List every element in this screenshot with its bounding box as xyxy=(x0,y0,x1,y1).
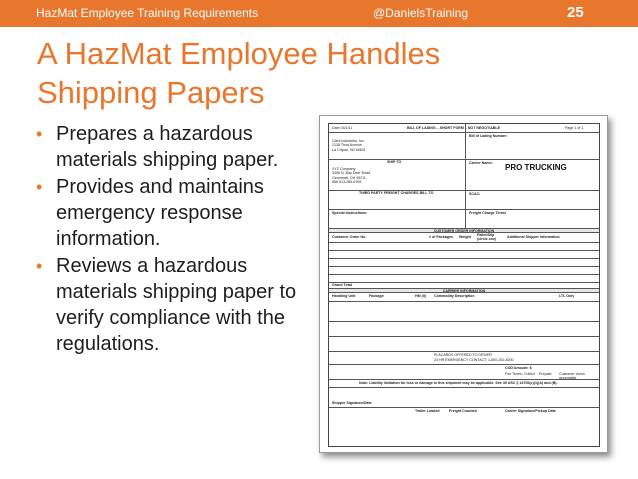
cod-amount: COD Amount: $ xyxy=(505,366,532,370)
form-page: Page 1 of 1 xyxy=(565,126,584,130)
carrier-signature-label: Carrier Signature/Pickup Date xyxy=(505,409,556,413)
emergency-contact: 24 HR EMERGENCY CONTACT: 1-800-262-8200 xyxy=(434,358,514,362)
ship-to-label: SHIP TO xyxy=(387,160,402,164)
form-heading: BILL OF LADING – SHORT FORM – NOT NEGOTIABLE xyxy=(407,126,500,130)
carrier-col: Handling Unit xyxy=(332,294,356,298)
customer-check: Customer check acceptable xyxy=(559,372,585,381)
order-col: Customer Order No. xyxy=(332,235,367,239)
slide-title: A HazMat Employee Handles Shipping Papers xyxy=(37,36,441,110)
bullet-item: • Reviews a hazardous materials shipping paper to verify compliance with the regulations. xyxy=(36,253,306,357)
header-course-title: HazMat Employee Training Requirements xyxy=(36,6,259,20)
shipper-address: Clark Industries, Inc. 2135 Third Avenue La Chipse, WI 54601 xyxy=(332,139,366,152)
header-bar xyxy=(0,0,638,27)
trailer-loaded-label: Trailer Loaded xyxy=(415,409,440,413)
freight-terms-label: Freight Charge Terms xyxy=(469,211,507,215)
fee-terms: Fee Terms: Collect xyxy=(505,372,535,376)
bullet-item: • Prepares a hazardous materials shipping paper. xyxy=(36,121,306,173)
scac-label: SCAC: xyxy=(469,192,481,196)
carrier-col: HM (X) xyxy=(415,294,427,298)
consignee-address: XYZ Company 3456 N. Bay Deer Road Cincinnati, OH 45211 866 513-285-6769 xyxy=(332,167,371,185)
page-number: 25 xyxy=(567,4,584,21)
liability-note: Note: Liability limitation for loss or damage in this shipment may be applicable. See 49 USC § 14706(c)(1)(A) and (B). xyxy=(359,381,558,385)
carrier-info-header: CARRIER INFORMATION xyxy=(329,288,599,293)
carrier-name: PRO TRUCKING xyxy=(505,163,567,172)
shipper-signature-label: Shipper Signature/Date xyxy=(332,401,372,405)
carrier-name-label: Carrier Name: xyxy=(469,161,493,165)
header-handle: @DanielsTraining xyxy=(373,6,469,20)
order-col: Pallet/Slip (circle one) xyxy=(477,233,497,242)
bullet-list xyxy=(36,121,306,358)
bullet-item: • Provides and maintains emergency response information. xyxy=(36,174,306,252)
bol-number-label: Bill of Lading Number: xyxy=(469,134,508,138)
grand-total-label: Grand Total xyxy=(332,283,352,287)
freight-counted-label: Freight Counted xyxy=(449,409,477,413)
carrier-col: Commodity Description xyxy=(434,294,475,298)
third-party-label: THIRD PARTY FREIGHT CHARGES BILL TO xyxy=(359,191,434,195)
special-instructions-label: Special Instructions: xyxy=(332,211,368,215)
carrier-col: Package xyxy=(369,294,384,298)
form-date: Date 04/1/11 xyxy=(332,126,353,130)
prepaid-option: Prepaid xyxy=(539,372,552,376)
placards-label: PLACARDS OFFERED TO DRIVER xyxy=(434,353,492,357)
bill-of-lading-image xyxy=(319,115,608,453)
order-info-header: CUSTOMER ORDER INFORMATION xyxy=(329,228,599,233)
order-col: # of Packages xyxy=(429,235,453,239)
carrier-col: LTL Only xyxy=(559,294,575,298)
order-col: Weight xyxy=(459,235,471,239)
order-col: Additional Shipper Information xyxy=(507,235,560,239)
bill-of-lading-form xyxy=(328,123,600,447)
